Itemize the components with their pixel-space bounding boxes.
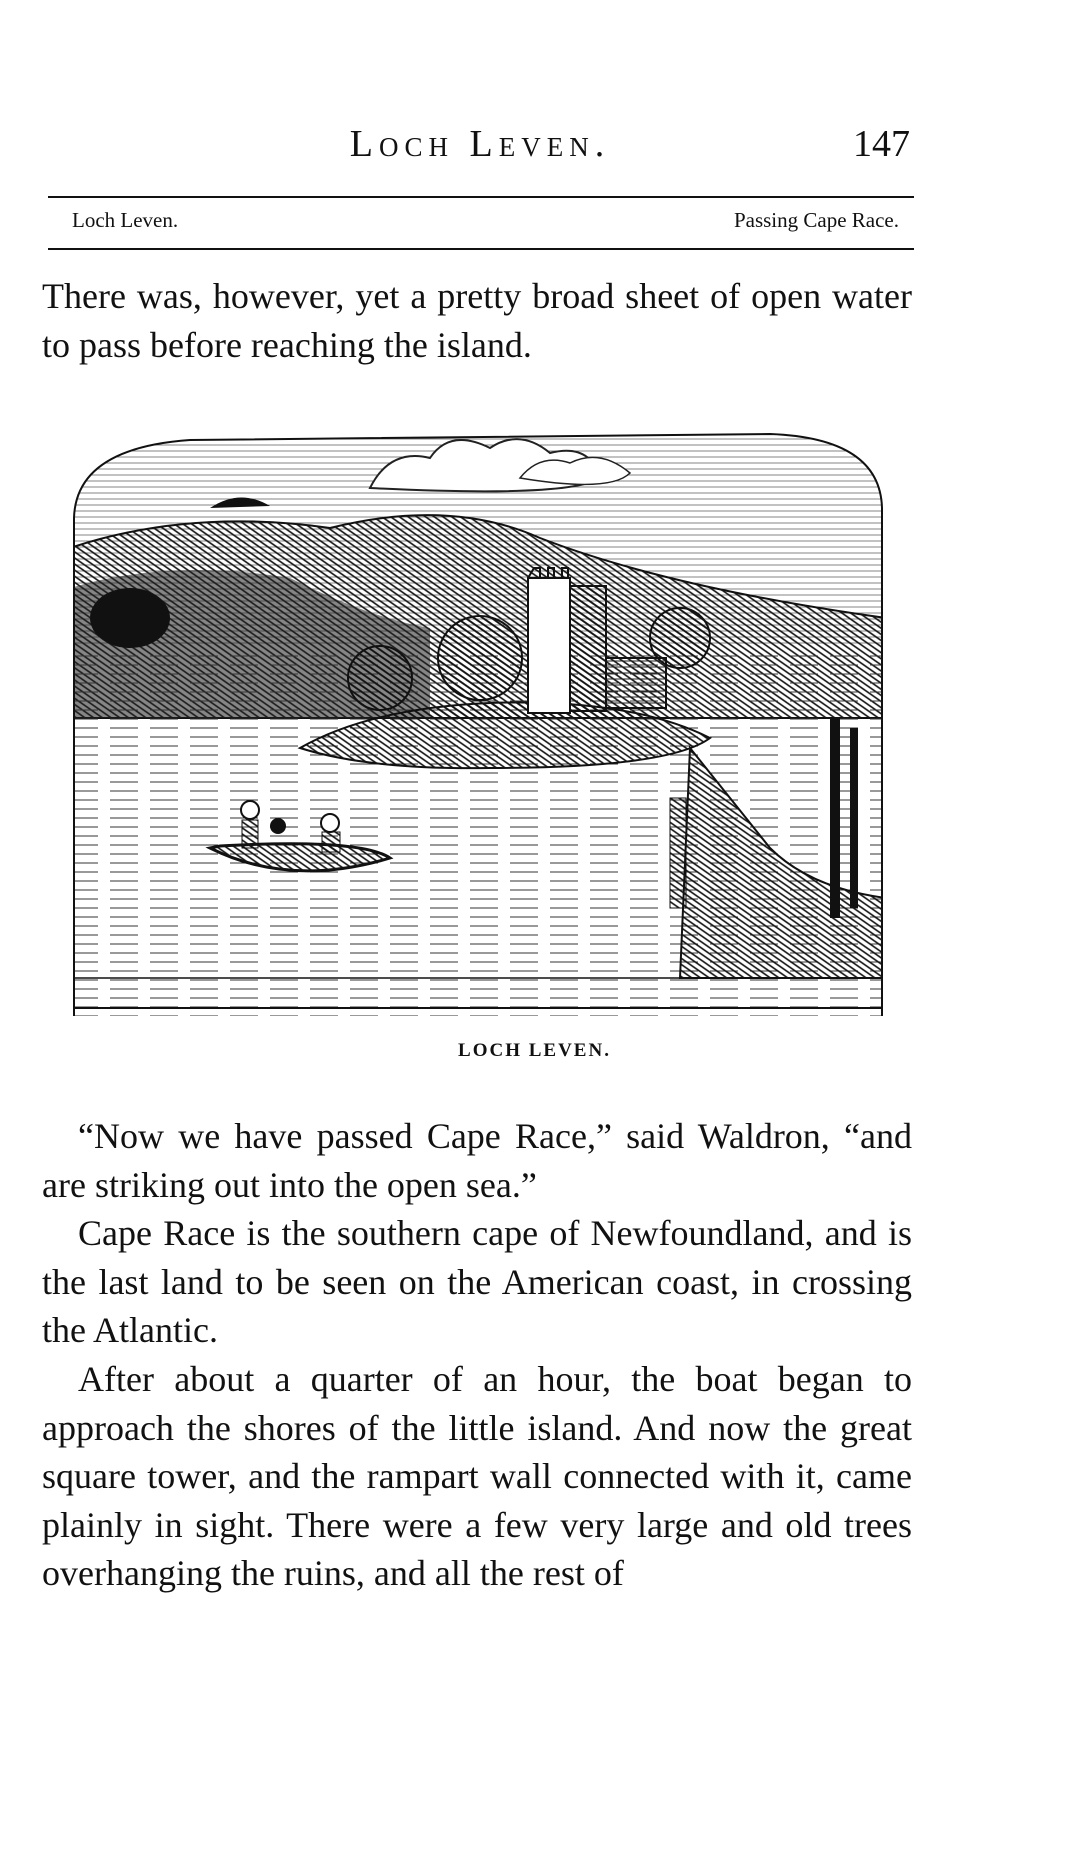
figure-caption: LOCH LEVEN. <box>458 1040 611 1061</box>
running-title: Loch Leven. <box>349 123 611 165</box>
paragraph-3: Cape Race is the southern cape of Newfoundland, and is the last land to be seen on the American coast, in crossing the Atlantic. <box>42 1213 912 1350</box>
header-rule-bottom <box>48 248 914 250</box>
loch-leven-engraving <box>70 418 886 1016</box>
page-number: 147 <box>853 123 910 165</box>
header-rule-top <box>48 196 914 198</box>
running-head <box>50 122 910 172</box>
subheading-right: Passing Cape Race. <box>733 208 899 232</box>
paragraph-4: After about a quarter of an hour, the boat began to approach the shores of the little island. And now the great square tower, and the rampart wall connected with it, came plainly in sight. There were a few very large and old trees overhanging the ruins, and all the rest of <box>42 1359 912 1593</box>
paragraph-2: “Now we have passed Cape Race,” said Waldron, “and are striking out into the open sea.” <box>42 1116 912 1205</box>
paragraph-1: There was, however, yet a pretty broad sheet of open water to pass before reaching the island. <box>42 276 912 365</box>
subheading-left: Loch Leven. <box>72 208 179 232</box>
